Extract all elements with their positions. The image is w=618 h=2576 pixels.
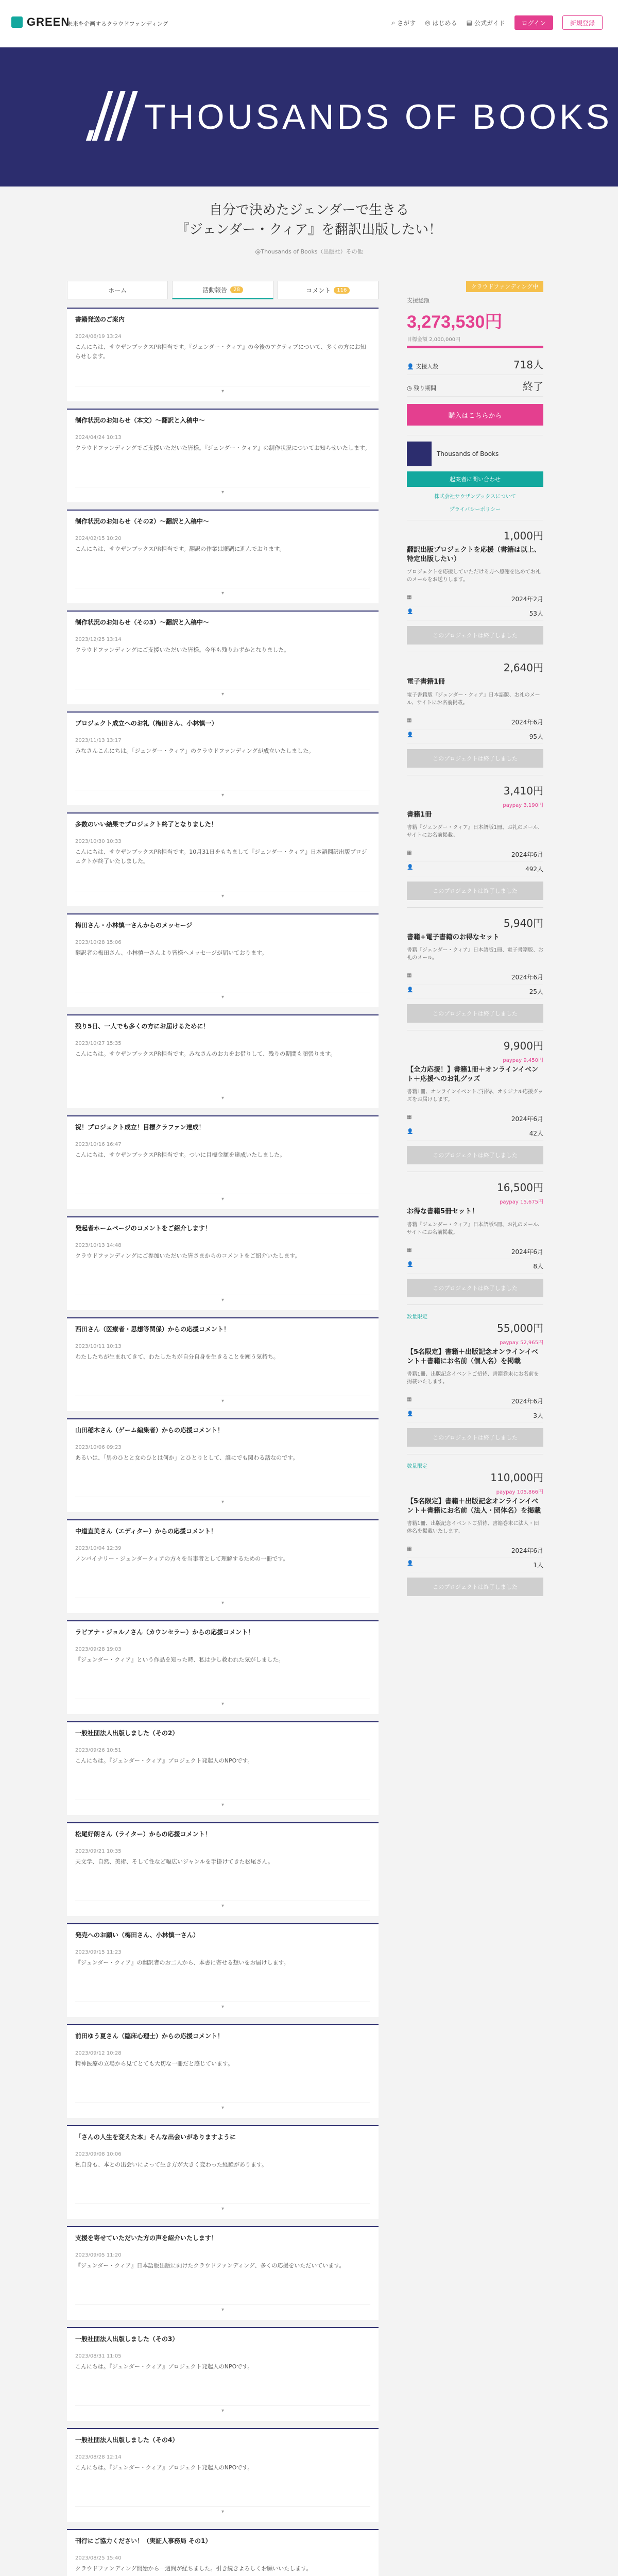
report-title[interactable]: 祝！プロジェクト成立！目標クラファン達成！ xyxy=(75,1124,205,1131)
reward-backers: 👤 95人 xyxy=(407,730,543,744)
sidebar xyxy=(407,281,543,1596)
report-body: クラウドファンディングにご支援いただいた皆様。今年も残りわずかとなりました。 xyxy=(75,647,290,653)
reward-select-button[interactable]: このプロジェクトは終了しました xyxy=(407,882,543,900)
reward-card xyxy=(407,907,543,1023)
owner-name[interactable]: Thousands of Books xyxy=(437,450,499,457)
top-navbar xyxy=(0,0,618,47)
reward-delivery: ▦ 2024年6月 xyxy=(407,848,543,862)
privacy-policy-link[interactable]: プライバシーポリシー xyxy=(449,507,501,513)
report-card[interactable] xyxy=(67,2327,379,2421)
reward-select-button[interactable]: このプロジェクトは終了しました xyxy=(407,749,543,768)
reward-backers: 👤 3人 xyxy=(407,1409,543,1423)
reward-price: 3,410円 xyxy=(503,784,543,797)
report-card[interactable] xyxy=(67,2125,379,2219)
calendar-icon: ▦ xyxy=(407,972,412,978)
read-more-link[interactable]: ▾ xyxy=(75,386,370,396)
report-card[interactable] xyxy=(67,2226,379,2320)
hero-banner xyxy=(0,47,618,187)
owner-company-link[interactable]: 株式会社サウザンブックスについて xyxy=(434,494,516,500)
report-title[interactable]: 西田さん（医療者・思想等関係）からの応援コメント！ xyxy=(75,1326,230,1333)
report-card[interactable] xyxy=(67,812,379,906)
project-owner[interactable]: @Thousands of Books（出版社）その他 xyxy=(255,248,363,255)
reward-title: 翻訳出版プロジェクトを応援（書籍は以上、特定出版したい） xyxy=(407,546,541,564)
read-more-link[interactable]: ▾ xyxy=(75,689,370,699)
reward-select-button[interactable]: このプロジェクトは終了しました xyxy=(407,1428,543,1447)
reward-description: 書籍1冊、出版記念イベントご招待、書籍巻末にお名前を掲載いたします。 xyxy=(407,1371,539,1385)
project-title: 自分で決めたジェンダーで生きる 『ジェンダー・クィア』を翻訳出版したい！ xyxy=(176,202,442,238)
read-more-link[interactable]: ▾ xyxy=(75,992,370,1002)
report-title[interactable]: プロジェクト成立へのお礼（梅田さん、小林慎一） xyxy=(75,720,218,727)
report-title[interactable]: 発起者ホームページのコメントをご紹介します！ xyxy=(75,1225,211,1232)
report-card[interactable] xyxy=(67,510,379,603)
reward-backers: 👤 8人 xyxy=(407,1259,543,1274)
limited-badge: 数量限定 xyxy=(407,1314,427,1320)
report-card[interactable] xyxy=(67,1620,379,1714)
report-date: 2023/10/27 15:35 xyxy=(75,1041,122,1046)
report-body: ノンバイナリー・ジェンダークィアの方々を当事者として理解するための一冊です。 xyxy=(75,1555,289,1562)
tab-comments[interactable]: コメント 116 xyxy=(278,281,379,299)
reward-title: 電子書籍1冊 xyxy=(407,678,445,686)
person-icon: 👤 xyxy=(407,609,414,615)
header-nav xyxy=(391,15,603,30)
target-amount: 目標金額 2,000,000円 xyxy=(407,337,461,343)
status-badge: クラウドファンディング中 xyxy=(466,281,543,292)
reward-price: 55,000円 xyxy=(497,1321,543,1334)
report-date: 2023/10/30 10:33 xyxy=(75,839,122,844)
reward-price: 2,640円 xyxy=(503,662,543,674)
report-title[interactable]: 一般社団法人出版しました（その2） xyxy=(75,1730,179,1737)
report-card[interactable] xyxy=(67,1216,379,1310)
paypay-price: paypay 52,965円 xyxy=(500,1340,543,1346)
report-body: わたしたちが生まれてきて、わたしたちが自分自身を生きることを願う気持ち。 xyxy=(75,1353,279,1360)
report-title[interactable]: 書籍発送のご案内 xyxy=(75,316,125,323)
report-date: 2023/09/26 10:51 xyxy=(75,1748,122,1753)
read-more-link[interactable]: ▾ xyxy=(75,891,370,901)
reward-backers: 👤 492人 xyxy=(407,862,543,876)
read-more-link[interactable]: ▾ xyxy=(75,790,370,800)
report-body: 翻訳者の梅田さん、小林慎一さんより皆様へメッセージが届いております。 xyxy=(75,950,268,956)
report-title[interactable]: 制作状況のお知らせ（本文）〜翻訳と入稿中〜 xyxy=(75,417,205,424)
reward-backers: 👤 42人 xyxy=(407,1126,543,1141)
read-more-link[interactable]: ▾ xyxy=(75,1194,370,1204)
main-column xyxy=(67,281,379,2576)
report-card[interactable] xyxy=(67,409,379,502)
hero-title: THOUSANDS OF BOOKS xyxy=(144,97,612,137)
tab-count-badge: 116 xyxy=(334,287,350,294)
reward-select-button[interactable]: このプロジェクトは終了しました xyxy=(407,1146,543,1164)
read-more-link[interactable]: ▾ xyxy=(75,2405,370,2416)
reward-price: 16,500円 xyxy=(497,1181,543,1194)
report-title[interactable]: 中道直美さん（エディター）からの応援コメント！ xyxy=(75,1528,217,1535)
site-logo[interactable] xyxy=(11,15,70,29)
person-icon: 👤 xyxy=(407,1129,414,1135)
reward-description: 電子書籍版『ジェンダー・クィア』日本語版、お礼のメール、サイトにお名前掲載。 xyxy=(407,692,540,706)
person-icon: 👤 xyxy=(407,732,414,738)
brand-name: GREEN xyxy=(27,15,70,28)
reward-card xyxy=(407,775,543,900)
report-date: 2023/09/28 19:03 xyxy=(75,1647,122,1652)
reward-title: 【全力応援！】書籍1冊＋オンラインイベント＋応援へのお礼グッズ xyxy=(407,1065,539,1083)
report-date: 2024/06/19 13:24 xyxy=(75,334,122,340)
reward-delivery: ▦ 2024年2月 xyxy=(407,592,543,606)
read-more-link[interactable]: ▾ xyxy=(75,1901,370,1911)
reward-select-button[interactable]: このプロジェクトは終了しました xyxy=(407,1004,543,1023)
read-more-link[interactable]: ▾ xyxy=(75,1699,370,1709)
reward-delivery: ▦ 2024年6月 xyxy=(407,715,543,730)
report-date: 2024/02/15 10:20 xyxy=(75,536,122,541)
calendar-icon: ▦ xyxy=(407,1546,412,1552)
report-body: 天文学、自然、美術、そして性など幅広いジャンルを手掛けてきた松尾さん。 xyxy=(75,1858,274,1865)
reward-card xyxy=(407,1172,543,1297)
report-card[interactable] xyxy=(67,1822,379,1916)
reward-price: 9,900円 xyxy=(503,1039,543,1052)
report-date: 2023/08/25 15:40 xyxy=(75,2555,122,2561)
report-date: 2023/09/08 10:06 xyxy=(75,2151,122,2157)
reward-title: 書籍+電子書籍のお得なセット xyxy=(407,933,500,941)
report-date: 2023/11/13 13:17 xyxy=(75,738,122,743)
report-date: 2023/10/04 12:39 xyxy=(75,1546,122,1551)
login-button[interactable]: ログイン xyxy=(514,15,553,30)
reward-title: 書籍1冊 xyxy=(407,810,432,819)
read-more-link[interactable]: ▾ xyxy=(75,1800,370,1810)
publisher-logo-icon xyxy=(88,91,130,141)
report-body: あるいは、「男のひとと女のひとは何か」とひとりとして、誰にでも関わる話なのです。 xyxy=(75,1454,299,1461)
person-icon: 👤 xyxy=(407,864,414,870)
report-body: 『ジェンダー・クィア』日本語版出版に向けたクラウドファンディング、多くの応援をいただいています。 xyxy=(75,2262,345,2269)
report-title[interactable]: 一般社団法人出版しました（その4） xyxy=(75,2436,179,2444)
report-body: クラウドファンディング開始から一週間が経ちました。引き続きよろしくお願いいたします。 xyxy=(75,2565,312,2572)
reward-select-button[interactable]: このプロジェクトは終了しました xyxy=(407,1578,543,1596)
limited-badge: 数量限定 xyxy=(407,1463,427,1469)
calendar-icon: ▦ xyxy=(407,717,412,723)
report-date: 2023/08/28 12:14 xyxy=(75,2454,122,2460)
reward-title: お得な書籍5冊セット！ xyxy=(407,1208,479,1216)
reward-card xyxy=(407,1304,543,1447)
read-more-link[interactable]: ▾ xyxy=(75,1497,370,1507)
lightbulb-icon: ◎ xyxy=(425,19,431,26)
read-more-link[interactable]: ▾ xyxy=(75,588,370,598)
report-title[interactable]: 一般社団法人出版しました（その3） xyxy=(75,2335,179,2343)
reward-delivery: ▦ 2024年6月 xyxy=(407,1544,543,1558)
report-date: 2023/12/25 13:14 xyxy=(75,637,122,642)
paypay-price: paypay 3,190円 xyxy=(503,802,543,808)
read-more-link[interactable]: ▾ xyxy=(75,2304,370,2315)
reward-title: 【5名限定】書籍＋出版記念オンラインイベント＋書籍にお名前（個人名）を掲載 xyxy=(407,1348,539,1365)
report-title[interactable]: 松尾好朗さん（ライター）からの応援コメント！ xyxy=(75,1831,211,1838)
paypay-price: paypay 105,866円 xyxy=(496,1489,543,1495)
report-date: 2023/10/28 15:06 xyxy=(75,940,122,945)
read-more-link[interactable]: ▾ xyxy=(75,2103,370,2113)
report-card[interactable] xyxy=(67,2529,379,2576)
report-body: こんにちは、サウザンブックスPR担当です。翻訳の作業は順調に進んでおります。 xyxy=(75,546,285,552)
report-card[interactable] xyxy=(67,1418,379,1512)
person-icon: 👤 xyxy=(407,987,414,993)
search-icon: ⌕ xyxy=(391,19,396,26)
report-date: 2023/10/06 09:23 xyxy=(75,1445,122,1450)
tab-bar xyxy=(67,281,379,299)
reward-price: 5,940円 xyxy=(503,917,543,929)
backers-stat: 👤 支援人数 718人 xyxy=(407,353,543,375)
report-date: 2023/10/16 16:47 xyxy=(75,1142,122,1147)
tab-reports[interactable]: 活動報告 28 xyxy=(172,281,273,299)
read-more-link[interactable]: ▾ xyxy=(75,2204,370,2214)
report-body: こんにちは。『ジェンダー・クィア』プロジェクト発起人のNPOです。 xyxy=(75,2363,253,2370)
clock-icon: ◷ 残り期間 xyxy=(407,385,437,392)
reward-delivery: ▦ 2024年6月 xyxy=(407,1112,543,1126)
report-body: 『ジェンダー・クィア』の翻訳者のお二人から、本書に寄せる想いをお届けします。 xyxy=(75,1959,289,1966)
person-icon: 👤 xyxy=(407,1411,414,1417)
report-card[interactable] xyxy=(67,308,379,401)
paypay-price: paypay 9,450円 xyxy=(503,1057,543,1063)
report-date: 2023/10/13 14:48 xyxy=(75,1243,122,1248)
report-title[interactable]: 残り5日、一人でも多くの方にお届けるために！ xyxy=(75,1023,210,1030)
person-icon: 👤 支援人数 xyxy=(407,363,439,370)
nav-search[interactable]: ⌕ さがす xyxy=(391,19,416,27)
tab-home[interactable]: ホーム xyxy=(67,281,168,299)
logo-icon xyxy=(11,16,23,28)
report-card[interactable] xyxy=(67,1519,379,1613)
paypay-price: paypay 15,675円 xyxy=(500,1199,543,1206)
read-more-link[interactable]: ▾ xyxy=(75,2002,370,2012)
reward-price: 1,000円 xyxy=(503,530,543,542)
report-date: 2023/09/15 11:23 xyxy=(75,1950,122,1955)
report-card[interactable] xyxy=(67,1115,379,1209)
person-icon: 👤 xyxy=(407,1561,414,1567)
reward-card xyxy=(407,652,543,767)
report-body: こんにちは、サウザンブックスPR担当です。ついに目標金額を達成いたしました。 xyxy=(75,1151,286,1158)
report-body: こんにちは。『ジェンダー・クィア』プロジェクト発起人のNPOです。 xyxy=(75,1757,253,1764)
reward-description: プロジェクトを応援していただける方へ感謝を込めてお礼のメールをお送りします。 xyxy=(407,569,541,583)
report-card[interactable] xyxy=(67,1721,379,1815)
report-date: 2024/04/24 10:13 xyxy=(75,435,122,440)
funding-progress-bar xyxy=(407,346,543,348)
reward-backers: 👤 53人 xyxy=(407,606,543,621)
report-body: こんにちは、サウザンブックスPR担当です。『ジェンダー・クィア』の今後のアクティブについて、多くの方にお知らせします。 xyxy=(75,344,366,360)
remaining-stat: ◷ 残り期間 終了 xyxy=(407,375,543,397)
report-title[interactable]: 「さんの人生を変えた本」そんな出会いがありますように xyxy=(75,2133,236,2141)
report-date: 2023/09/05 11:20 xyxy=(75,2252,122,2258)
report-title[interactable]: 前田ゆう夏さん（臨床心理士）からの応援コメント！ xyxy=(75,2032,224,2040)
tab-count-badge: 28 xyxy=(230,286,243,293)
reward-backers: 👤 1人 xyxy=(407,1558,543,1572)
contact-owner-button[interactable]: 起案者に問い合わせ xyxy=(407,471,543,487)
reward-select-button[interactable]: このプロジェクトは終了しました xyxy=(407,1279,543,1297)
read-more-link[interactable]: ▾ xyxy=(75,487,370,497)
reward-description: 書籍1冊、出版記念イベントご招待、書籍巻末に法人・団体名を掲載いたします。 xyxy=(407,1521,539,1535)
report-body: クラウドファンディングにご参加いただいた皆さまからのコメントをご紹介いたします。 xyxy=(75,1252,301,1259)
owner-avatar[interactable] xyxy=(407,442,432,466)
read-more-link[interactable]: ▾ xyxy=(75,1295,370,1305)
calendar-icon: ▦ xyxy=(407,1396,412,1402)
report-card[interactable] xyxy=(67,2428,379,2522)
reward-description: 書籍1冊、オンラインイベントご招待、オリジナル応援グッズをお届けします。 xyxy=(407,1089,543,1103)
brand-tagline: 未来を企画するクラウドファンディング xyxy=(67,21,168,27)
calendar-icon: ▦ xyxy=(407,850,412,856)
report-title[interactable]: 制作状況のお知らせ（その3）〜翻訳と入稿中〜 xyxy=(75,619,209,626)
report-card[interactable] xyxy=(67,913,379,1007)
reward-backers: 👤 25人 xyxy=(407,985,543,999)
read-more-link[interactable]: ▾ xyxy=(75,2506,370,2517)
nav-start[interactable]: ◎ はじめる xyxy=(425,19,457,27)
progress-fill xyxy=(407,346,543,348)
report-date: 2023/09/21 10:35 xyxy=(75,1849,122,1854)
reward-description: 書籍『ジェンダー・クィア』日本語版1冊、電子書籍版、お礼のメール。 xyxy=(407,947,543,961)
report-title[interactable]: 発売へのお願い（梅田さん、小林慎一さん） xyxy=(75,1931,199,1939)
reward-description: 書籍『ジェンダー・クィア』日本語版1冊、お礼のメール、サイトにお名前掲載。 xyxy=(407,824,543,838)
report-title[interactable]: 制作状況のお知らせ（その2）〜翻訳と入稿中〜 xyxy=(75,518,209,525)
book-icon: ▤ xyxy=(466,19,472,26)
report-body: クラウドファンディングでご支援いただいた皆様。『ジェンダー・クィア』の制作状況についてお知らせいたします。 xyxy=(75,445,370,451)
report-title[interactable]: 刊行にご協力ください！（実証人事務局 その1） xyxy=(75,2537,212,2545)
reward-list xyxy=(407,520,543,1596)
report-title[interactable]: ラビアナ・ジョルノさん（カウンセラー）からの応援コメント！ xyxy=(75,1629,254,1636)
owner-card xyxy=(407,435,543,466)
report-card[interactable] xyxy=(67,2024,379,2118)
report-title[interactable]: 梅田さん・小林慎一さんからのメッセージ xyxy=(75,922,193,929)
report-date: 2023/10/11 10:13 xyxy=(75,1344,122,1349)
reward-price: 110,000円 xyxy=(490,1471,543,1484)
report-body: こんにちは。『ジェンダー・クィア』プロジェクト発起人のNPOです。 xyxy=(75,2464,253,2471)
report-date: 2023/08/31 11:05 xyxy=(75,2353,122,2359)
read-more-link[interactable]: ▾ xyxy=(75,1396,370,1406)
report-card[interactable] xyxy=(67,711,379,805)
calendar-icon: ▦ xyxy=(407,595,412,601)
person-icon: 👤 xyxy=(407,1261,414,1267)
report-card[interactable] xyxy=(67,611,379,704)
report-body: 私自身も、本との出会いによって生き方が大きく変わった経験があります。 xyxy=(75,2161,268,2168)
reward-description: 書籍『ジェンダー・クィア』日本語版5冊、お礼のメール、サイトにお名前掲載。 xyxy=(407,1222,543,1235)
amount-label: 支援総額 xyxy=(407,297,430,304)
report-list xyxy=(67,308,379,2576)
reward-title: 【5名限定】書籍＋出版記念オンラインイベント＋書籍にお名前（法人・団体名）を掲載 xyxy=(407,1497,541,1515)
report-title[interactable]: 多数のいい結果でプロジェクト終了となりました！ xyxy=(75,821,217,828)
report-title[interactable]: 山田稲木さん（ゲーム編集者）からの応援コメント！ xyxy=(75,1427,224,1434)
report-body: こんにちは、サウザンブックスPR担当です。10月31日をもちまして『ジェンダー・クィア』日本語翻訳出版プロジェクトが終了いたしました。 xyxy=(75,849,367,865)
calendar-icon: ▦ xyxy=(407,1247,412,1253)
report-card[interactable] xyxy=(67,1014,379,1108)
signup-button[interactable]: 新規登録 xyxy=(562,15,603,30)
report-body: みなさんこんにちは。「ジェンダー・クィア」のクラウドファンディングが成立いたしました。 xyxy=(75,748,315,754)
reward-select-button[interactable]: このプロジェクトは終了しました xyxy=(407,626,543,645)
read-more-link[interactable]: ▾ xyxy=(75,1598,370,1608)
report-card[interactable] xyxy=(67,1317,379,1411)
reward-delivery: ▦ 2024年6月 xyxy=(407,1394,543,1409)
report-date: 2023/09/12 10:28 xyxy=(75,2050,122,2056)
reward-card xyxy=(407,520,543,645)
amount-value: 3,273,530円 xyxy=(407,312,503,332)
reward-delivery: ▦ 2024年6月 xyxy=(407,970,543,985)
read-more-link[interactable]: ▾ xyxy=(75,1093,370,1103)
report-body: 精神医療の立場から見てとても大切な一冊だと感じています。 xyxy=(75,2060,234,2067)
support-button[interactable]: 購入はこちらから xyxy=(407,404,543,426)
calendar-icon: ▦ xyxy=(407,1114,412,1121)
reward-card xyxy=(407,1030,543,1164)
reward-card xyxy=(407,1454,543,1596)
report-card[interactable] xyxy=(67,1923,379,2017)
report-title[interactable]: 支援を寄せていただいた方の声を紹介いたします！ xyxy=(75,2234,218,2242)
report-body: こんにちは。サウザンブックスPR担当です。みなさんのお力をお借りして、残りの期間も頑張ります。 xyxy=(75,1050,336,1057)
report-body: 『ジェンダー・クィア』という作品を知った時、私は少し救われた気がしました。 xyxy=(75,1656,284,1663)
reward-delivery: ▦ 2024年6月 xyxy=(407,1245,543,1259)
nav-guide[interactable]: ▤ 公式ガイド xyxy=(466,19,505,27)
